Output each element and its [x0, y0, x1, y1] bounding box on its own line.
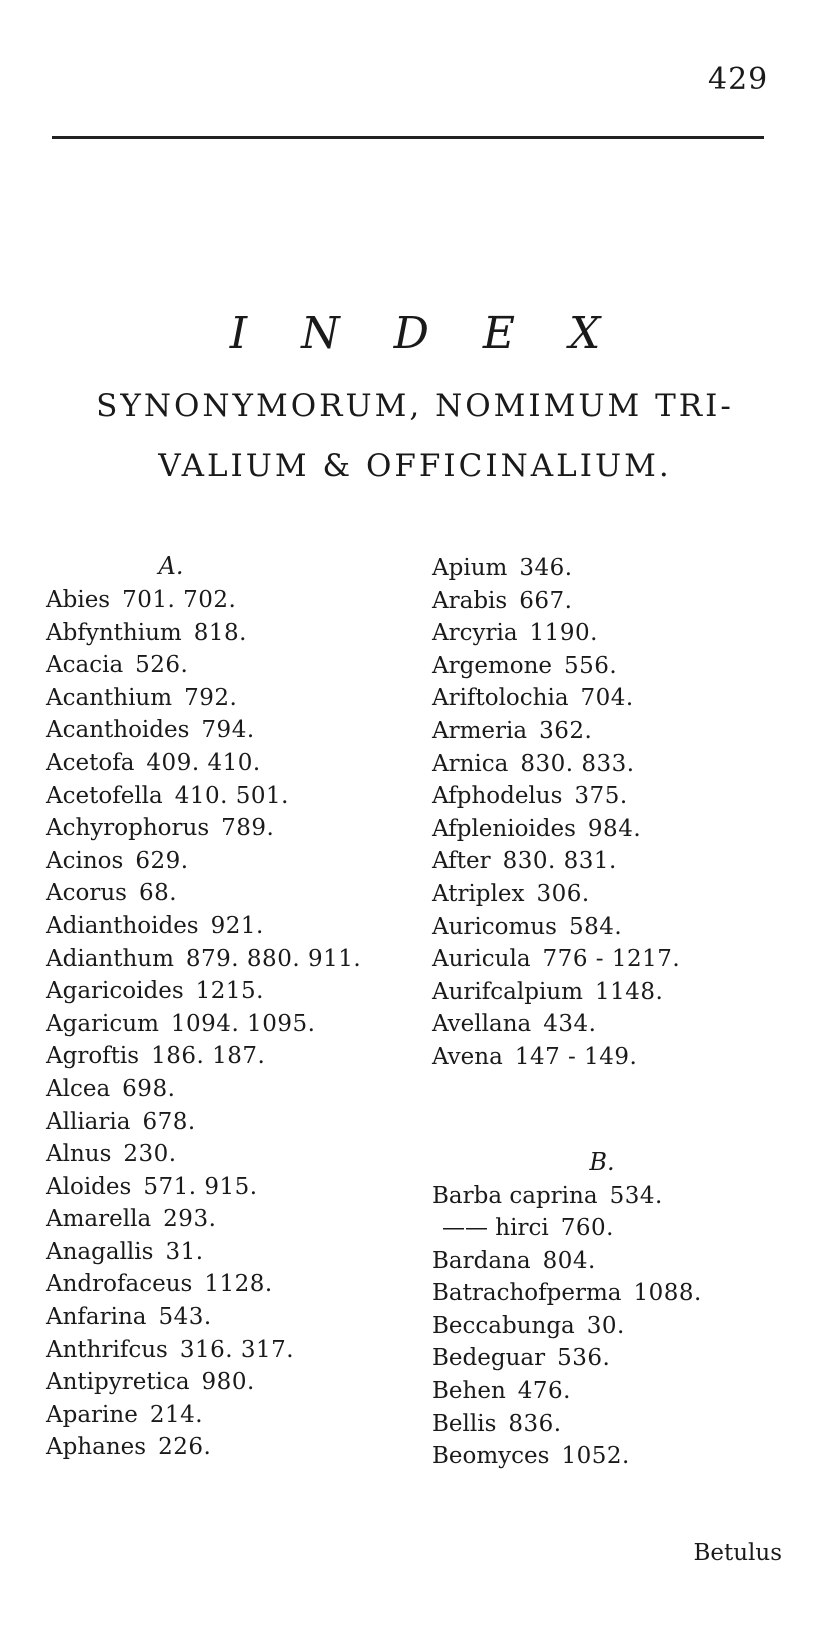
index-entry [432, 552, 802, 585]
index-entry [432, 1277, 802, 1310]
index-page-refs: 836. [508, 1410, 562, 1437]
index-page-refs: 789. [221, 815, 275, 842]
index-entry [432, 1245, 802, 1278]
index-page-refs: 362. [539, 717, 593, 744]
index-entry [46, 845, 416, 878]
index-entry [432, 1375, 802, 1408]
index-entry [46, 1040, 416, 1073]
index-page-refs: 543. [158, 1304, 212, 1331]
index-term: Auricula [432, 946, 531, 973]
index-term: Acanthoides [46, 717, 190, 744]
index-entry [432, 585, 802, 618]
index-entry [432, 1440, 802, 1473]
index-entry [46, 1138, 416, 1171]
index-term: Acacia [46, 652, 124, 679]
index-entry [432, 943, 802, 976]
index-page-refs: 556. [564, 652, 618, 679]
index-entry [432, 1342, 802, 1375]
index-page-refs: 667. [519, 587, 573, 614]
index-entry [46, 649, 416, 682]
index-page-refs: 536. [557, 1345, 611, 1372]
index-term: Anthrifcus [46, 1336, 168, 1363]
index-term: Alnus [46, 1141, 112, 1168]
index-entry [432, 845, 802, 878]
index-page-refs: 830. 833. [520, 750, 635, 777]
index-entry [432, 1180, 802, 1213]
index-page-refs: 1215. [195, 978, 264, 1005]
index-term: —— hirci [442, 1215, 549, 1242]
section-b-entries [432, 1180, 802, 1473]
index-term: Amarella [46, 1206, 152, 1233]
index-entry [46, 975, 416, 1008]
page-number: 429 [708, 62, 769, 97]
index-term: Abfynthium [46, 619, 182, 646]
index-term: Afplenioides [432, 815, 576, 842]
index-page-refs: 760. [560, 1215, 614, 1242]
index-entry [432, 682, 802, 715]
index-term: Barba caprina [432, 1182, 598, 1209]
index-page-refs: 584. [568, 913, 623, 940]
section-b [432, 1144, 802, 1473]
index-entry [46, 714, 416, 747]
index-page-refs: 68. [138, 880, 178, 907]
index-page-refs: 980. [201, 1369, 255, 1396]
index-subtitle-line-1: SYNONYMORUM, NOMIMUM TRI- [96, 388, 734, 424]
index-page-refs: 147 - 149. [514, 1043, 638, 1070]
index-page-refs: 346. [519, 555, 573, 581]
index-page-refs: 526. [135, 652, 189, 679]
index-term: Antipyretica [46, 1369, 190, 1396]
index-term: Adianthoides [46, 912, 199, 939]
index-page-refs: 792. [184, 684, 238, 711]
index-term: Arnica [432, 750, 509, 777]
index-entry [432, 650, 802, 683]
left-column [46, 548, 416, 1464]
index-page-refs: 410. 501. [174, 782, 289, 809]
index-term: Achyrophorus [46, 815, 210, 842]
index-term: Agaricum [46, 1010, 159, 1037]
index-page-refs: 1088. [633, 1280, 702, 1307]
index-term: Androfaceus [46, 1271, 193, 1298]
index-entry [46, 617, 416, 650]
index-entry [432, 1041, 802, 1074]
index-page-refs: 30. [586, 1312, 625, 1339]
index-term: Argemone [432, 652, 553, 679]
index-page-refs: 794. [201, 717, 255, 744]
index-page-refs: 434. [543, 1011, 597, 1038]
index-term: Acinos [46, 847, 124, 874]
index-term: Aurifcalpium [432, 978, 583, 1005]
index-term: Batrachofperma [432, 1280, 622, 1307]
index-entry [432, 715, 802, 748]
index-term: Aphanes [46, 1434, 147, 1461]
index-page-refs: 1190. [529, 620, 598, 647]
index-term: Aloides [46, 1173, 132, 1200]
index-entry [432, 1310, 802, 1343]
index-page-refs: 316. 317. [179, 1336, 295, 1363]
index-entry [432, 748, 802, 781]
index-entry [46, 1106, 416, 1139]
index-page-refs: 230. [123, 1141, 177, 1168]
index-entry [432, 617, 802, 650]
index-page-refs: 571. 915. [143, 1173, 258, 1200]
index-entry [46, 1073, 416, 1106]
index-term: Apium [432, 555, 508, 581]
index-term: Acetofella [46, 782, 163, 809]
index-page-refs: 678. [142, 1108, 196, 1135]
index-entry [46, 1203, 416, 1236]
index-entry [432, 1408, 802, 1441]
index-term: Alcea [46, 1075, 111, 1102]
index-term: Avena [432, 1043, 503, 1070]
index-entry [432, 1008, 802, 1041]
index-term: Bedeguar [432, 1345, 546, 1372]
index-term: Arabis [432, 587, 508, 614]
index-entry [46, 682, 416, 715]
index-entry [46, 1366, 416, 1399]
index-entry [46, 584, 416, 617]
index-page-refs: 984. [587, 815, 642, 842]
index-page-refs: 409. 410. [146, 749, 261, 776]
index-page-refs: 226. [158, 1434, 212, 1461]
index-entry [46, 812, 416, 845]
index-entry [46, 1268, 416, 1301]
index-term: Alliaria [46, 1108, 131, 1135]
index-page-refs: 704. [580, 685, 634, 712]
index-term: Behen [432, 1378, 506, 1405]
index-page-refs: 186. 187. [151, 1043, 266, 1070]
index-term: Beomyces [432, 1443, 550, 1470]
index-entry [46, 780, 416, 813]
index-term: Arcyria [432, 620, 518, 647]
index-entry [46, 747, 416, 780]
index-entry [432, 878, 802, 911]
index-entry [46, 1399, 416, 1432]
index-entry [46, 1171, 416, 1204]
index-page-refs: 534. [609, 1182, 663, 1209]
index-term: Armeria [432, 717, 528, 744]
catchword: Betulus [693, 1540, 782, 1566]
index-term: Auricomus [432, 913, 557, 940]
index-subtitle-line-2: VALIUM & OFFICINALIUM. [158, 448, 672, 484]
section-a-continued-entries [432, 552, 802, 1074]
header-rule [52, 136, 764, 139]
index-term: Aparine [46, 1401, 138, 1428]
index-page-refs: 214. [149, 1401, 204, 1428]
index-entry [46, 1236, 416, 1269]
index-page-refs: 701. 702. [122, 587, 237, 613]
right-column [432, 552, 802, 1473]
index-page-refs: 804. [542, 1247, 596, 1274]
index-term: Bardana [432, 1247, 531, 1274]
section-a-entries [46, 584, 416, 1464]
index-entry [46, 1301, 416, 1334]
index-page-refs: 921. [210, 912, 264, 939]
index-term: After [432, 848, 491, 875]
index-page-refs: 698. [122, 1075, 176, 1102]
index-term: Avellana [432, 1011, 532, 1038]
index-entry [46, 1334, 416, 1367]
index-entry [432, 780, 802, 813]
index-page-refs: 830. 831. [502, 848, 617, 875]
index-entry [46, 943, 416, 976]
index-entry [46, 1431, 416, 1464]
index-term: Anfarina [46, 1304, 147, 1331]
index-term: Atriplex [432, 880, 525, 907]
index-entry [432, 1212, 802, 1245]
index-entry [46, 910, 416, 943]
index-page-refs: 375. [574, 783, 628, 810]
index-title: I N D E X [229, 308, 621, 359]
index-page-refs: 476. [517, 1378, 571, 1405]
index-page-refs: 293. [163, 1206, 217, 1233]
index-entry [432, 911, 802, 944]
index-term: Agroftis [46, 1043, 140, 1070]
index-entry [46, 1008, 416, 1041]
index-page-refs: 1094. 1095. [170, 1010, 316, 1037]
index-term: Agaricoides [46, 978, 184, 1005]
index-term: Beccabunga [432, 1312, 575, 1339]
index-term: Ariftolochia [432, 685, 569, 712]
index-page-refs: 31. [165, 1238, 204, 1265]
index-page-refs: 776 - 1217. [542, 946, 681, 973]
index-term: Afphodelus [432, 783, 563, 810]
index-term: Acorus [46, 880, 127, 907]
index-term: Anagallis [46, 1238, 154, 1265]
section-heading-b: B. [589, 1147, 615, 1176]
section-heading-a: A. [158, 552, 184, 580]
index-page-refs: 818. [193, 619, 247, 646]
index-entry [432, 813, 802, 846]
index-page-refs: 1052. [561, 1443, 630, 1470]
index-page-refs: 306. [536, 880, 590, 907]
index-page-refs: 629. [135, 847, 189, 874]
index-term: Adianthum [46, 945, 174, 972]
index-page-refs: 1148. [594, 978, 664, 1005]
index-page-refs: 879. 880. 911. [185, 945, 362, 972]
index-term: Acanthium [46, 684, 173, 711]
index-term: Abies [46, 587, 111, 613]
index-page-refs: 1128. [204, 1271, 273, 1298]
index-entry [46, 877, 416, 910]
index-term: Acetofa [46, 749, 135, 776]
index-entry [432, 976, 802, 1009]
index-term: Bellis [432, 1410, 497, 1437]
